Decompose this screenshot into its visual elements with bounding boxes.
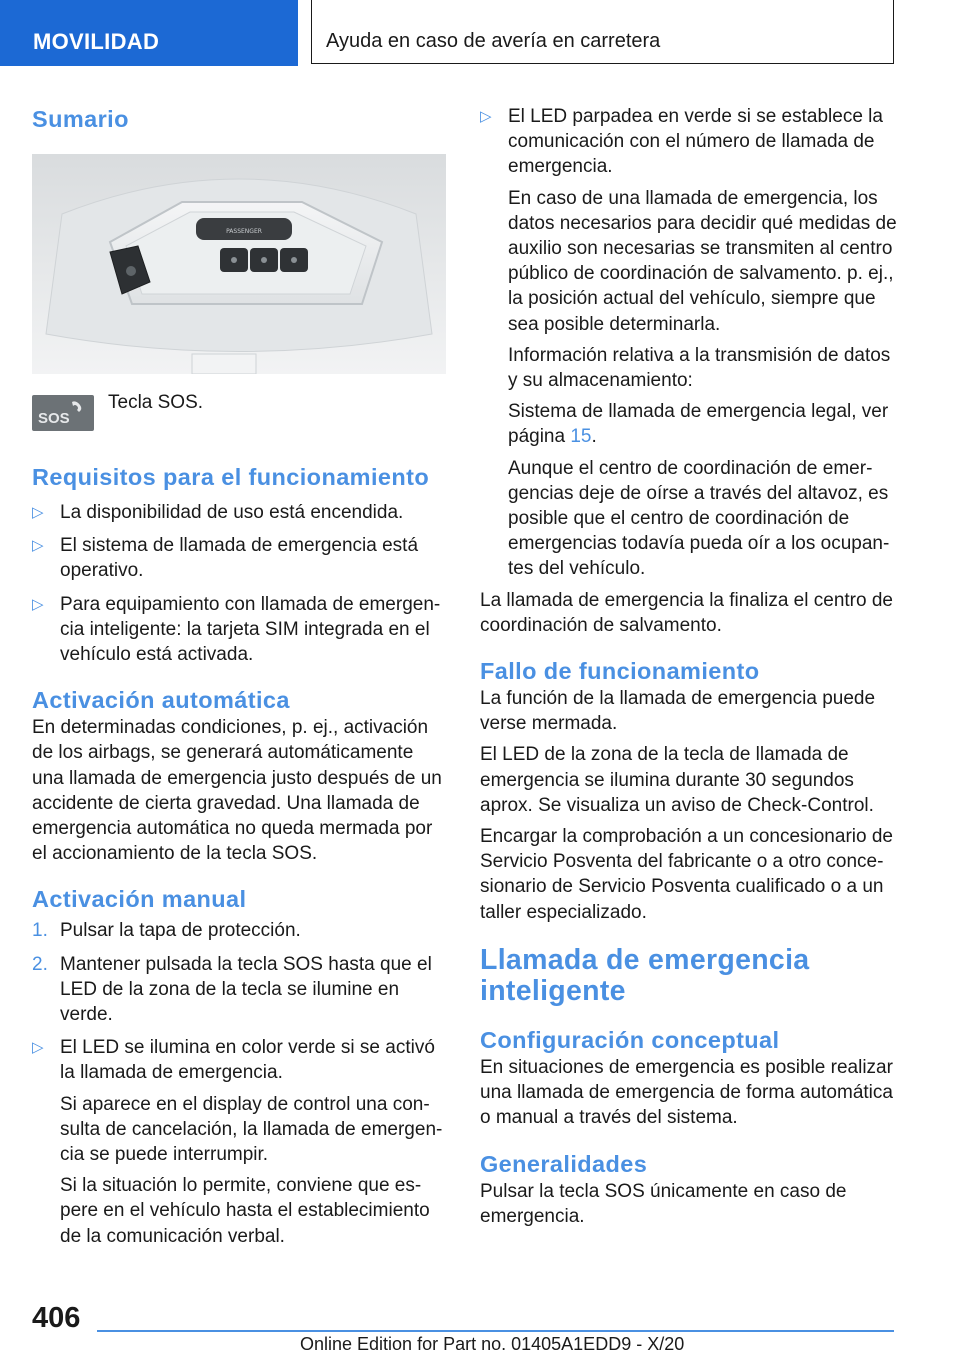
left-column — [32, 98, 450, 1249]
bullet-triangle-icon: ▷ — [32, 537, 44, 555]
sos-key-legend — [32, 392, 450, 462]
section-tab — [0, 0, 298, 66]
edition-text: Online Edition for Part no. 01405A1EDD9 - X/20 — [300, 1334, 685, 1354]
svg-text:SOS: SOS — [38, 410, 70, 427]
list-item: ▷ El LED parpadea en verde si se establece la comunicación con el número de llamada de emergencia. — [480, 106, 883, 178]
heading-generalidades: Generalidades — [480, 1150, 648, 1177]
bullet-triangle-icon: ▷ — [32, 1039, 44, 1057]
heading-fallo: Fallo de funcionamiento — [480, 658, 760, 685]
console-drawing — [32, 154, 446, 374]
sos-phone-icon — [32, 395, 94, 431]
sub-paragraph: En caso de una llamada de emergencia, los datos necesarios para decidir qué medidas de auxilio son necesarias se transmiten al centro público de coordinación de salvamento. p. ej., la posición actual del vehículo, siempre que sea posible determinarla. — [508, 187, 897, 335]
page-header — [0, 0, 960, 66]
list-item: ▷ El sistema de llamada de emergencia está operativo. — [32, 535, 419, 582]
chapter-title: Ayuda en caso de avería en carretera — [326, 30, 661, 52]
sub-paragraph-reference: Sistema de llamada de emergencia legal, ver página 15. — [508, 401, 889, 448]
page-link[interactable]: 15 — [570, 426, 592, 448]
step-item: 1. Pulsar la tapa de protección. — [32, 920, 301, 942]
heading-sumario: Sumario — [32, 106, 129, 132]
fallo-p3: Encargar la comprobación a un concesionario de Servicio Posventa del fabricante o a otro concesionario de Servicio Posventa cualificado o a un taller especializado. — [480, 826, 893, 923]
heading-activacion-automatica: Activación automática — [32, 687, 290, 714]
fallo-p1: La función de la llamada de emergencia puede verse mermada. — [480, 688, 876, 735]
sub-paragraph: Si aparece en el display de control una consulta de cancelación, la llamada de emergencia se puede interrumpir. — [60, 1093, 443, 1166]
heading-requisitos: Requisitos para el funcionamiento — [32, 464, 430, 490]
page-number: 406 — [32, 1302, 81, 1334]
end-text: La llamada de emergencia la finaliza el centro de coordinación de salvamento. — [480, 589, 893, 636]
console-label: PASSENGER — [226, 228, 262, 235]
heading-activacion-manual: Activación manual — [32, 886, 247, 913]
footer-divider — [97, 1330, 894, 1332]
gen-text: Pulsar la tecla SOS únicamente en caso de emergencia. — [480, 1180, 847, 1227]
bullet-triangle-icon: ▷ — [480, 108, 492, 125]
sos-caption: Tecla SOS. — [108, 392, 204, 413]
step-item: 2. Mantener pulsada la tecla SOS hasta que el LED de la zona de la tecla se ilumine en verde. — [32, 953, 432, 1026]
chapter-box — [311, 0, 894, 64]
list-item: ▷ Para equipamiento con llamada de emergencia inteligente: la tarjeta SIM integrada en el vehículo está activada. — [32, 593, 441, 666]
heading-llamada-inteligente: Llamada de emergencia inteligente — [480, 943, 810, 1007]
list-item: ▷ La disponibilidad de uso está encendida. — [32, 500, 450, 525]
sub-paragraph: Si la situación lo permite, conviene que espere en el vehículo hasta el establecimiento de la comunicación verbal. — [60, 1175, 430, 1247]
auto-text: En determinadas condiciones, p. ej., activación de los airbags, se generará automáticamente una llamada de emergencia justo después de un accidente de cierta gravedad. Una llamada de emergencia automática no queda mermada por el accionamiento de la tecla SOS. — [32, 717, 442, 865]
list-item: ▷ El LED se ilumina en color verde si se activó la llamada de emergencia. — [32, 1037, 435, 1084]
section-title: MOVILIDAD — [33, 29, 160, 54]
heading-configuracion: Configuración conceptual — [480, 1026, 780, 1053]
conf-text: En situaciones de emergencia es posible realizar una llamada de emergencia de forma automática o manual a través del sistema. — [480, 1056, 893, 1129]
overhead-console-illustration — [32, 154, 446, 374]
bullet-triangle-icon: ▷ — [32, 504, 44, 521]
sub-paragraph: Información relativa a la transmisión de datos y su almacenamiento: — [508, 344, 891, 392]
bullet-triangle-icon: ▷ — [32, 595, 44, 613]
sub-paragraph: Aunque el centro de coordinación de emergencias deje de oírse a través del altavoz, es posible que el centro de coordinación de emergencias todavía pueda oír a los ocupantes del vehículo. — [508, 457, 890, 580]
fallo-p2: El LED de la zona de la tecla de llamada de emergencia se ilumina durante 30 segundos aprox. Se visualiza un aviso de Check-Control. — [480, 744, 874, 816]
right-column — [480, 98, 898, 1229]
